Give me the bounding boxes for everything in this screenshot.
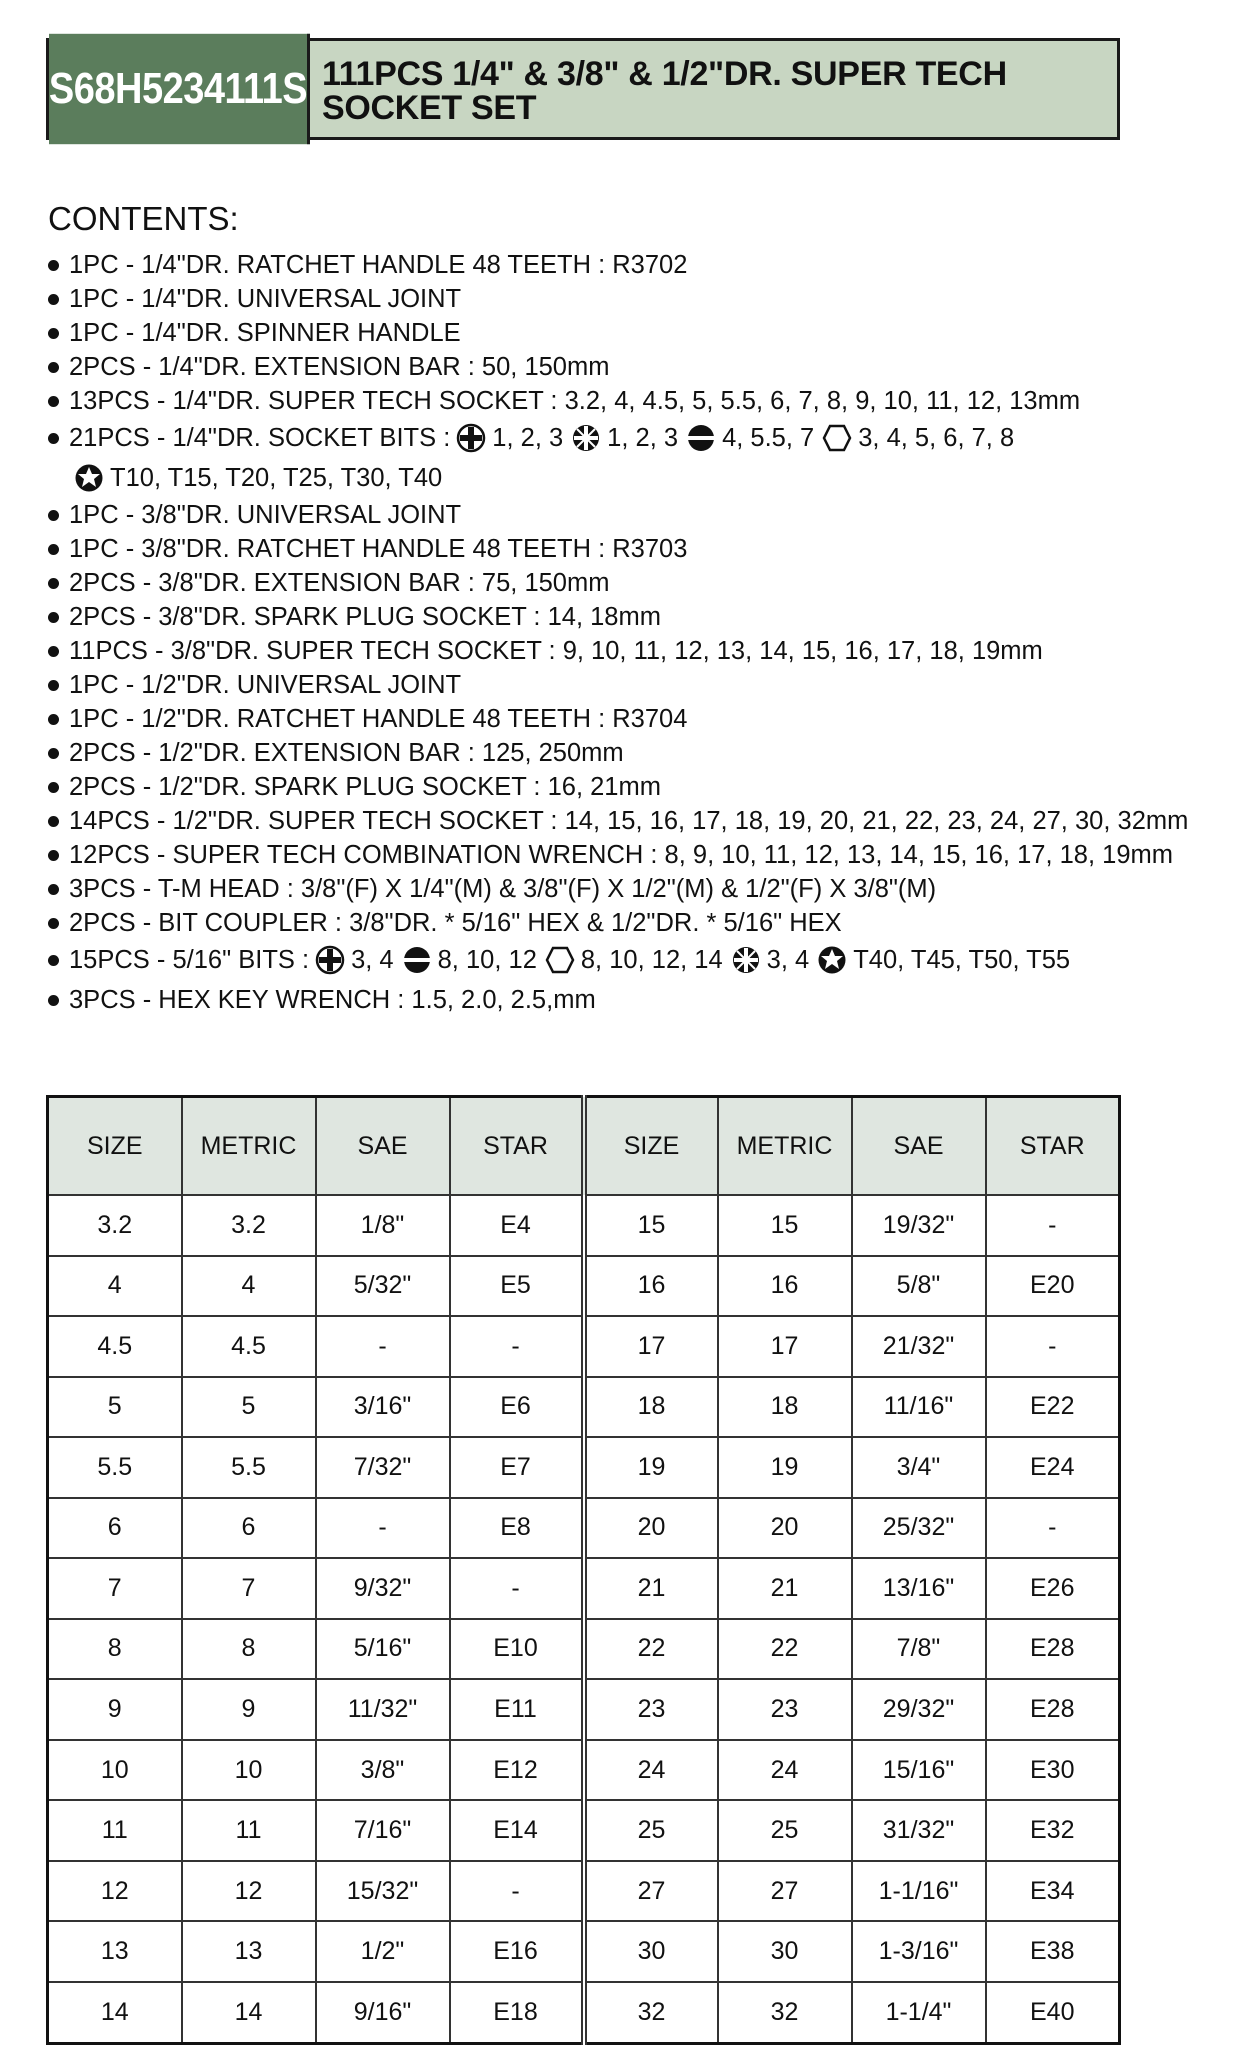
table-cell: 5 (182, 1377, 316, 1438)
bullet-icon (48, 328, 59, 339)
bullet-icon (48, 362, 59, 373)
bullet-icon (48, 433, 59, 444)
list-item: 1PC - 1/2"DR. RATCHET HANDLE 48 TEETH : R3704 (48, 702, 1218, 736)
table-cell: 19/32" (852, 1195, 986, 1256)
table-row (48, 1498, 1120, 1559)
list-item: 2PCS - 1/4"DR. EXTENSION BAR : 50, 150mm (48, 350, 1218, 384)
table-cell: 22 (584, 1619, 718, 1680)
bullet-icon (48, 510, 59, 521)
contents-list (48, 248, 1218, 1020)
table-cell: 21 (718, 1558, 852, 1619)
table-cell: 7 (182, 1558, 316, 1619)
product-header (46, 38, 1120, 140)
table-cell: 15/32" (316, 1861, 450, 1922)
list-item: 1PC - 1/4"DR. UNIVERSAL JOINT (48, 282, 1218, 316)
bullet-icon (48, 995, 59, 1006)
table-cell: 20 (718, 1498, 852, 1559)
slotted-icon (686, 423, 716, 453)
table-cell: E4 (450, 1195, 584, 1256)
table-cell: 23 (584, 1679, 718, 1740)
table-cell: 8 (48, 1619, 182, 1680)
table-cell: - (450, 1316, 584, 1377)
table-cell: - (986, 1316, 1120, 1377)
table-cell: 18 (584, 1377, 718, 1438)
product-code: S68H5234111S (49, 34, 310, 144)
table-cell: E38 (986, 1921, 1120, 1982)
table-cell: 1-1/16" (852, 1861, 986, 1922)
table-row (48, 1921, 1120, 1982)
bullet-icon (48, 955, 59, 966)
table-row (48, 1316, 1120, 1377)
table-cell: 11/16" (852, 1377, 986, 1438)
table-cell: 15 (718, 1195, 852, 1256)
table-cell: 17 (718, 1316, 852, 1377)
table-cell: 9 (182, 1679, 316, 1740)
table-cell: 4.5 (182, 1316, 316, 1377)
table-row (48, 1377, 1120, 1438)
column-header: METRIC (182, 1097, 316, 1196)
table-cell: 13 (182, 1921, 316, 1982)
table-cell: 32 (584, 1982, 718, 2044)
size-conversion-table (46, 1095, 1121, 2045)
table-cell: 3/4" (852, 1437, 986, 1498)
table-row (48, 1256, 1120, 1317)
table-cell: 25 (584, 1800, 718, 1861)
table-cell: - (986, 1195, 1120, 1256)
table-cell: E7 (450, 1437, 584, 1498)
table-cell: 22 (718, 1619, 852, 1680)
product-title: 111PCS 1/4" & 3/8" & 1/2"DR. SUPER TECH SOCKET SET (322, 55, 1007, 127)
table-cell: 15/16" (852, 1740, 986, 1801)
table-cell: 11/32" (316, 1679, 450, 1740)
table-cell: 3/16" (316, 1377, 450, 1438)
table-cell: 10 (48, 1740, 182, 1801)
table-cell: 15 (584, 1195, 718, 1256)
list-item: 2PCS - 3/8"DR. EXTENSION BAR : 75, 150mm (48, 566, 1218, 600)
table-cell: 5/8" (852, 1256, 986, 1317)
table-cell: 12 (48, 1861, 182, 1922)
table-cell: 29/32" (852, 1679, 986, 1740)
bullet-icon (48, 782, 59, 793)
table-row (48, 1619, 1120, 1680)
bullet-icon (48, 714, 59, 725)
column-header: METRIC (718, 1097, 852, 1196)
table-cell: 5.5 (48, 1437, 182, 1498)
bullet-icon (48, 544, 59, 555)
table-cell: E11 (450, 1679, 584, 1740)
list-item: 1PC - 1/2"DR. UNIVERSAL JOINT (48, 668, 1218, 702)
list-item: 13PCS - 1/4"DR. SUPER TECH SOCKET : 3.2, 4, 4.5, 5, 5.5, 6, 7, 8, 9, 10, 11, 12, 13mm (48, 384, 1218, 418)
column-header: SIZE (48, 1097, 182, 1196)
bullet-icon (48, 396, 59, 407)
table-cell: 7/8" (852, 1619, 986, 1680)
table-cell: 16 (718, 1256, 852, 1317)
table-cell: 6 (48, 1498, 182, 1559)
table-cell: 13/16" (852, 1558, 986, 1619)
list-item: 3PCS - HEX KEY WRENCH : 1.5, 2.0, 2.5,mm (48, 980, 1218, 1020)
table-cell: E12 (450, 1740, 584, 1801)
list-item: 2PCS - 1/2"DR. EXTENSION BAR : 125, 250mm (48, 736, 1218, 770)
table-cell: - (450, 1861, 584, 1922)
table-cell: 16 (584, 1256, 718, 1317)
table-cell: 20 (584, 1498, 718, 1559)
table-cell: 19 (584, 1437, 718, 1498)
column-header: STAR (986, 1097, 1120, 1196)
table-cell: 7/16" (316, 1800, 450, 1861)
table-cell: 5.5 (182, 1437, 316, 1498)
table-cell: 27 (718, 1861, 852, 1922)
table-cell: 14 (182, 1982, 316, 2044)
column-header: SIZE (584, 1097, 718, 1196)
phillips-icon (456, 423, 486, 453)
hex-icon (545, 945, 575, 975)
list-item: 1PC - 1/4"DR. SPINNER HANDLE (48, 316, 1218, 350)
torx-icon (817, 945, 847, 975)
table-cell: 8 (182, 1619, 316, 1680)
table-body (48, 1195, 1120, 2044)
table-row (48, 1195, 1120, 1256)
list-item: 14PCS - 1/2"DR. SUPER TECH SOCKET : 14, 15, 16, 17, 18, 19, 20, 21, 22, 23, 24, 27, 30, 32mm (48, 804, 1218, 838)
table-cell: 11 (182, 1800, 316, 1861)
table-cell: 7 (48, 1558, 182, 1619)
table-cell: - (450, 1558, 584, 1619)
table-cell: E34 (986, 1861, 1120, 1922)
table-cell: 1/8" (316, 1195, 450, 1256)
table-cell: E28 (986, 1679, 1120, 1740)
table-cell: 10 (182, 1740, 316, 1801)
table-cell: E30 (986, 1740, 1120, 1801)
table-cell: 21/32" (852, 1316, 986, 1377)
bullet-icon (48, 748, 59, 759)
list-item: 2PCS - 3/8"DR. SPARK PLUG SOCKET : 14, 18mm (48, 600, 1218, 634)
list-item: 2PCS - 1/2"DR. SPARK PLUG SOCKET : 16, 21mm (48, 770, 1218, 804)
table-cell: 14 (48, 1982, 182, 2044)
table-row (48, 1679, 1120, 1740)
list-item: 3PCS - T-M HEAD : 3/8"(F) X 1/4"(M) & 3/8"(F) X 1/2"(M) & 1/2"(F) X 3/8"(M) (48, 872, 1218, 906)
table-cell: 24 (584, 1740, 718, 1801)
table-cell: E24 (986, 1437, 1120, 1498)
table-cell: E10 (450, 1619, 584, 1680)
table-cell: 23 (718, 1679, 852, 1740)
table-cell: E26 (986, 1558, 1120, 1619)
table-cell: 3/8" (316, 1740, 450, 1801)
table-cell: 1/2" (316, 1921, 450, 1982)
table-cell: E22 (986, 1377, 1120, 1438)
table-cell: 27 (584, 1861, 718, 1922)
pozidriv-icon (731, 945, 761, 975)
table-cell: 9 (48, 1679, 182, 1740)
table-cell: E28 (986, 1619, 1120, 1680)
table-cell: 3.2 (48, 1195, 182, 1256)
phillips-icon (315, 945, 345, 975)
list-item: 1PC - 3/8"DR. RATCHET HANDLE 48 TEETH : R3703 (48, 532, 1218, 566)
table-cell: 6 (182, 1498, 316, 1559)
bullet-icon (48, 918, 59, 929)
torx-icon (74, 463, 104, 493)
hex-icon (822, 423, 852, 453)
table-header-row (48, 1097, 1120, 1196)
slotted-icon (402, 945, 432, 975)
list-item: 2PCS - BIT COUPLER : 3/8"DR. * 5/16" HEX & 1/2"DR. * 5/16" HEX (48, 906, 1218, 940)
table-cell: 19 (718, 1437, 852, 1498)
bullet-icon (48, 294, 59, 305)
table-row (48, 1861, 1120, 1922)
list-item-torx-continuation: T10, T15, T20, T25, T30, T40 (48, 458, 1218, 498)
table-cell: 25 (718, 1800, 852, 1861)
table-cell: 30 (718, 1921, 852, 1982)
column-header: SAE (316, 1097, 450, 1196)
table-cell: E20 (986, 1256, 1120, 1317)
table-row (48, 1437, 1120, 1498)
table-cell: 5 (48, 1377, 182, 1438)
bullet-icon (48, 260, 59, 271)
table-cell: E8 (450, 1498, 584, 1559)
table-cell: 24 (718, 1740, 852, 1801)
bullet-icon (48, 816, 59, 827)
table-cell: 4 (182, 1256, 316, 1317)
pozidriv-icon (571, 423, 601, 453)
table-row (48, 1982, 1120, 2044)
table-cell: 21 (584, 1558, 718, 1619)
list-item: 1PC - 1/4"DR. RATCHET HANDLE 48 TEETH : R3702 (48, 248, 1218, 282)
table-cell: E40 (986, 1982, 1120, 2044)
table-cell: E5 (450, 1256, 584, 1317)
table-cell: 7/32" (316, 1437, 450, 1498)
column-header: SAE (852, 1097, 986, 1196)
bullet-icon (48, 850, 59, 861)
table-cell: 5/32" (316, 1256, 450, 1317)
contents-heading: CONTENTS: (48, 200, 239, 237)
list-item-socket-bits: 21PCS - 1/4"DR. SOCKET BITS : 1, 2, 3 1, 2, 3 4, 5.5, 7 3, 4, 5, 6, 7, 8 (48, 418, 1218, 458)
column-header: STAR (450, 1097, 584, 1196)
bullet-icon (48, 646, 59, 657)
list-item: 12PCS - SUPER TECH COMBINATION WRENCH : 8, 9, 10, 11, 12, 13, 14, 15, 16, 17, 18, 19mm (48, 838, 1218, 872)
table-cell: 17 (584, 1316, 718, 1377)
table-row (48, 1740, 1120, 1801)
table-cell: 18 (718, 1377, 852, 1438)
bullet-icon (48, 578, 59, 589)
list-item: 1PC - 3/8"DR. UNIVERSAL JOINT (48, 498, 1218, 532)
table-row (48, 1558, 1120, 1619)
table-cell: 13 (48, 1921, 182, 1982)
table-cell: 4.5 (48, 1316, 182, 1377)
bullet-icon (48, 612, 59, 623)
table-cell: 30 (584, 1921, 718, 1982)
table-cell: E14 (450, 1800, 584, 1861)
table-cell: 31/32" (852, 1800, 986, 1861)
table-cell: E18 (450, 1982, 584, 2044)
table-cell: 1-3/16" (852, 1921, 986, 1982)
table-cell: 32 (718, 1982, 852, 2044)
table-cell: 4 (48, 1256, 182, 1317)
table-cell: 9/32" (316, 1558, 450, 1619)
table-cell: 1-1/4" (852, 1982, 986, 2044)
table-cell: 12 (182, 1861, 316, 1922)
table-cell: - (316, 1498, 450, 1559)
table-cell: - (316, 1316, 450, 1377)
table-cell: E32 (986, 1800, 1120, 1861)
table-cell: 5/16" (316, 1619, 450, 1680)
table-cell: 3.2 (182, 1195, 316, 1256)
list-item-516-bits: 15PCS - 5/16" BITS : 3, 4 8, 10, 12 8, 10, 12, 14 3, 4 T40, T45, T50, T55 (48, 940, 1218, 980)
table-cell: E16 (450, 1921, 584, 1982)
table-cell: 9/16" (316, 1982, 450, 2044)
table-cell: - (986, 1498, 1120, 1559)
bullet-icon (48, 884, 59, 895)
table-cell: 25/32" (852, 1498, 986, 1559)
list-item: 11PCS - 3/8"DR. SUPER TECH SOCKET : 9, 10, 11, 12, 13, 14, 15, 16, 17, 18, 19mm (48, 634, 1218, 668)
bullet-icon (48, 680, 59, 691)
table-row (48, 1800, 1120, 1861)
table-cell: 11 (48, 1800, 182, 1861)
table-cell: E6 (450, 1377, 584, 1438)
